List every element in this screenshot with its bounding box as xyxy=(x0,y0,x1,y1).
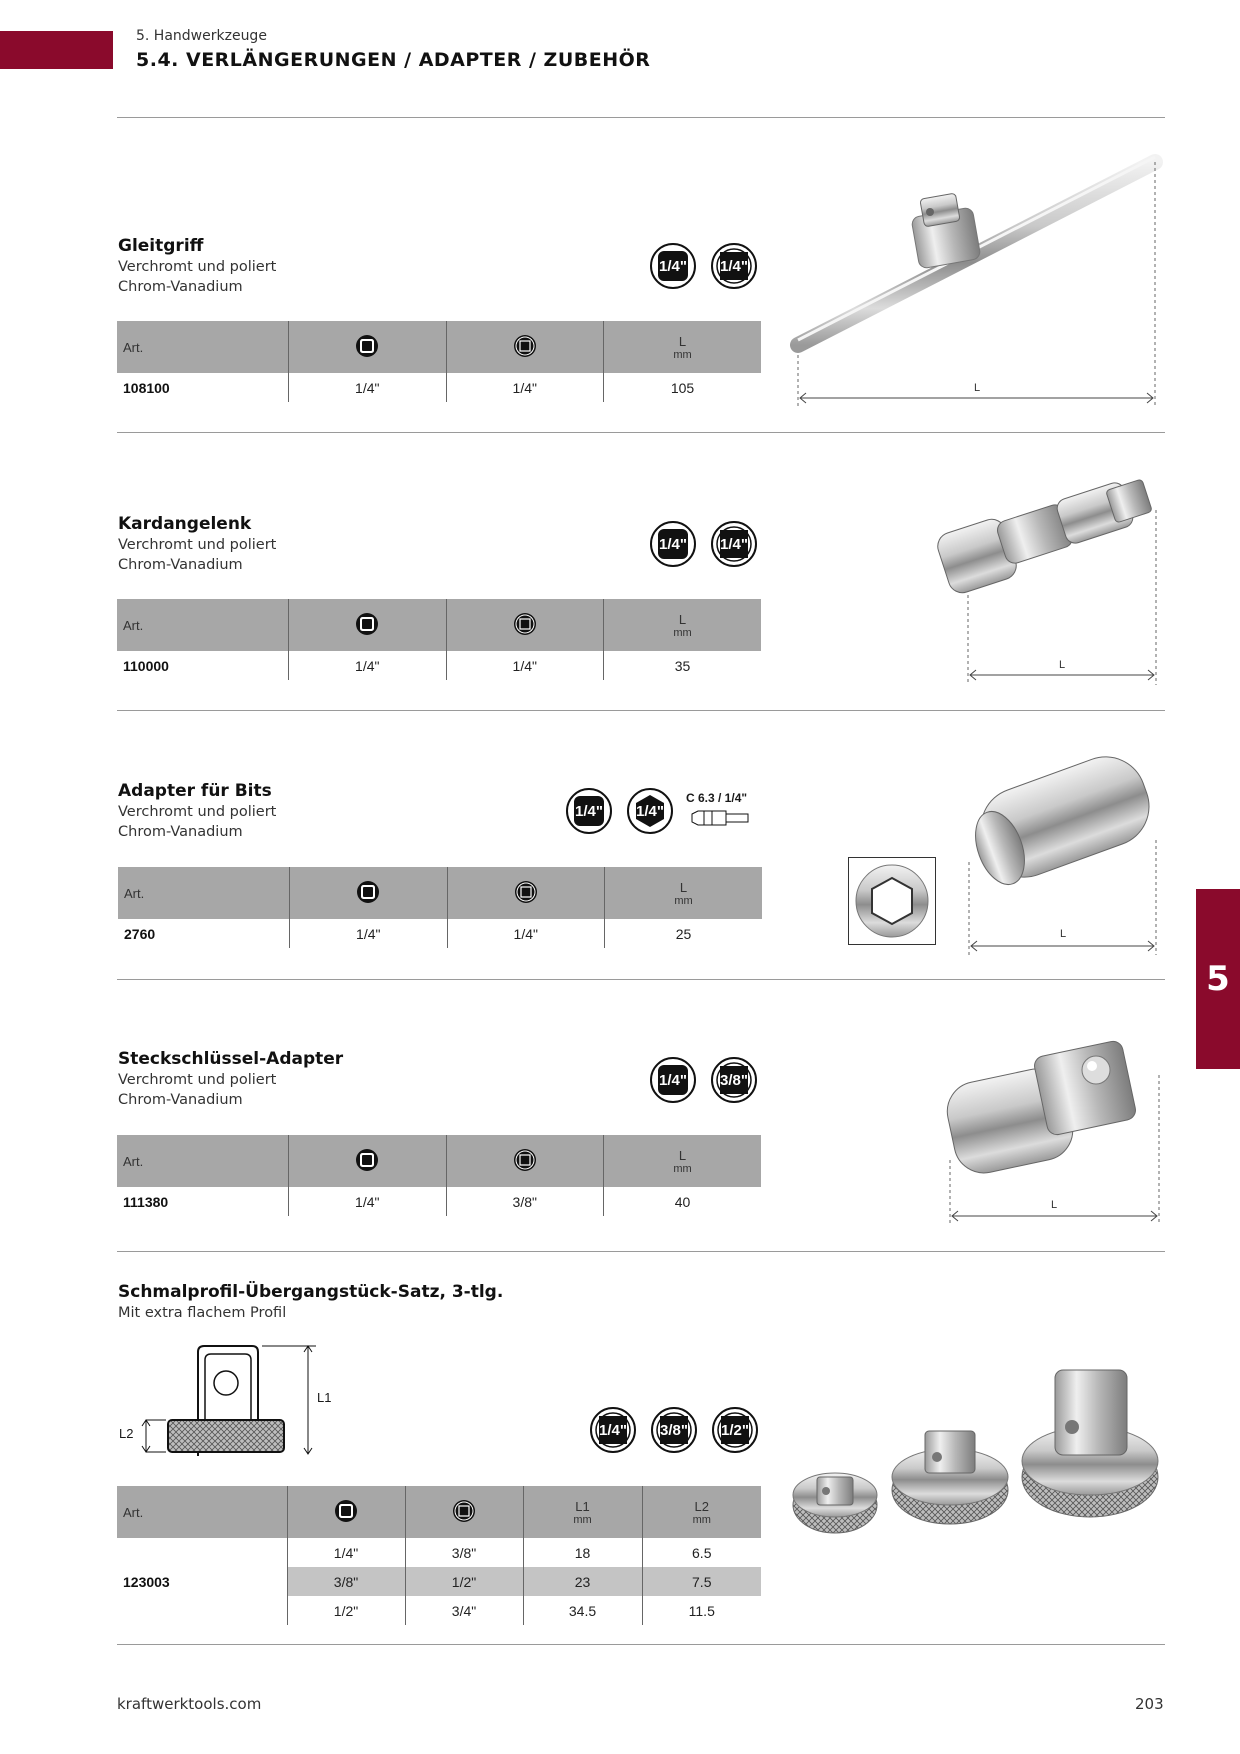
drive-size-badge xyxy=(712,1407,758,1453)
table-row xyxy=(118,919,762,948)
length-value: 105 xyxy=(604,373,762,402)
col-drive-in xyxy=(287,1486,405,1538)
l2-value: 7.5 xyxy=(642,1567,761,1596)
drive-out-value: 1/4" xyxy=(447,919,604,948)
table-header-row xyxy=(118,867,762,919)
badge-label: 1/4" xyxy=(599,1421,627,1439)
l2-value: 11.5 xyxy=(642,1596,761,1625)
square-drive-solid-icon xyxy=(513,612,537,636)
drive-size-badge xyxy=(711,1057,757,1103)
l1-value: 23 xyxy=(523,1567,642,1596)
hex-socket-icon xyxy=(849,858,935,944)
drive-out-value: 3/8" xyxy=(446,1187,603,1216)
badge-label: 1/4" xyxy=(659,257,687,275)
table-header-row xyxy=(117,599,761,651)
page-title: 5.4. VERLÄNGERUNGEN / ADAPTER / ZUBEHÖR xyxy=(136,49,651,71)
table-row xyxy=(117,1538,761,1567)
badge-label: 1/2" xyxy=(721,1421,749,1439)
drive-out-value: 3/4" xyxy=(405,1596,523,1625)
col-art: Art. xyxy=(117,599,289,651)
bit-spec-label: C 6.3 / 1/4" xyxy=(686,791,748,805)
product-finish: Verchromt und poliert xyxy=(118,1072,277,1088)
product-title: Schmalprofil-Übergangstück-Satz, 3-tlg. xyxy=(118,1282,504,1302)
article-number: 111380 xyxy=(123,1193,169,1210)
table-header-row xyxy=(117,1135,761,1187)
table-row xyxy=(117,651,761,680)
dimension-label: L2 xyxy=(119,1426,134,1441)
dimension-label: L xyxy=(1051,1199,1058,1211)
col-length: L mm xyxy=(604,321,762,373)
divider xyxy=(117,979,1165,980)
table-row xyxy=(117,373,761,402)
table-header-row xyxy=(117,1486,761,1538)
chapter-tab[interactable]: 5 xyxy=(1196,889,1240,1069)
drive-size-badge xyxy=(627,788,673,834)
square-drive-solid-icon xyxy=(513,1148,537,1172)
col-length: L mm xyxy=(605,867,763,919)
square-drive-solid-icon xyxy=(452,1499,476,1523)
drive-out-value: 1/4" xyxy=(446,651,603,680)
product-title: Steckschlüssel-Adapter xyxy=(118,1049,344,1069)
bit-icon xyxy=(690,810,754,828)
col-drive-out xyxy=(446,321,603,373)
drive-in-value: 1/4" xyxy=(287,1538,405,1567)
col-art: Art. xyxy=(118,867,290,919)
footer-website[interactable]: kraftwerktools.com xyxy=(117,1695,262,1713)
article-number: 123003 xyxy=(123,1573,170,1590)
square-drive-outline-icon xyxy=(355,334,379,358)
divider xyxy=(117,1251,1165,1252)
col-art: Art. xyxy=(117,1486,287,1538)
badge-label: 1/4" xyxy=(659,1071,687,1089)
sliding-t-handle-image xyxy=(790,150,1170,410)
col-drive-in xyxy=(289,599,446,651)
drive-size-badge xyxy=(566,788,612,834)
product-material: Chrom-Vanadium xyxy=(118,557,243,573)
col-art: Art. xyxy=(117,321,289,373)
square-drive-outline-icon xyxy=(334,1499,358,1523)
drive-size-badge xyxy=(650,521,696,567)
table-row xyxy=(117,1187,761,1216)
drive-size-badge xyxy=(590,1407,636,1453)
col-drive-in xyxy=(289,321,446,373)
product-title: Kardangelenk xyxy=(118,514,252,534)
product-material: Chrom-Vanadium xyxy=(118,279,243,295)
badge-label: 1/4" xyxy=(720,257,748,275)
drive-size-badge xyxy=(650,243,696,289)
dimension-label: L xyxy=(974,382,981,394)
col-drive-out xyxy=(447,867,604,919)
divider xyxy=(117,117,1165,118)
dimension-label: L xyxy=(1060,928,1067,940)
spec-table xyxy=(117,1135,761,1216)
square-drive-solid-icon xyxy=(513,334,537,358)
spec-table xyxy=(118,867,762,948)
badge-label: 3/8" xyxy=(720,1071,748,1089)
drive-size-badge xyxy=(711,243,757,289)
drive-out-value: 1/2" xyxy=(405,1567,523,1596)
product-material: Chrom-Vanadium xyxy=(118,824,243,840)
col-drive-out xyxy=(405,1486,523,1538)
badge-label: 1/4" xyxy=(575,802,603,820)
drive-in-value: 1/4" xyxy=(289,651,446,680)
dimension-label: L1 xyxy=(317,1390,332,1405)
table-header-row xyxy=(117,321,761,373)
product-finish: Verchromt und poliert xyxy=(118,537,277,553)
spec-table xyxy=(117,599,761,680)
drive-in-value: 1/4" xyxy=(289,373,446,402)
set-spec-table xyxy=(117,1486,761,1625)
product-title: Gleitgriff xyxy=(118,236,204,256)
length-value: 35 xyxy=(604,651,762,680)
drive-in-value: 1/4" xyxy=(289,1187,446,1216)
product-title: Adapter für Bits xyxy=(118,781,272,801)
col-drive-in xyxy=(289,1135,446,1187)
brand-bar xyxy=(0,31,113,69)
divider xyxy=(117,1644,1165,1645)
col-drive-out xyxy=(446,1135,603,1187)
drive-in-value: 3/8" xyxy=(287,1567,405,1596)
square-drive-outline-icon xyxy=(355,612,379,636)
universal-joint-image xyxy=(930,470,1170,690)
square-drive-outline-icon xyxy=(356,880,380,904)
drive-in-value: 1/2" xyxy=(287,1596,405,1625)
badge-label: 1/4" xyxy=(636,802,664,820)
divider xyxy=(117,710,1165,711)
col-l2: L2 mm xyxy=(642,1486,761,1538)
l1-value: 34.5 xyxy=(523,1596,642,1625)
col-art: Art. xyxy=(117,1135,289,1187)
product-finish: Verchromt und poliert xyxy=(118,804,277,820)
divider xyxy=(117,432,1165,433)
badge-label: 1/4" xyxy=(720,535,748,553)
chapter-label: 5. Handwerkzeuge xyxy=(136,28,267,44)
square-drive-outline-icon xyxy=(355,1148,379,1172)
badge-label: 3/8" xyxy=(660,1421,688,1439)
badge-label: 1/4" xyxy=(659,535,687,553)
product-material: Chrom-Vanadium xyxy=(118,1092,243,1108)
product-description: Mit extra flachem Profil xyxy=(118,1305,287,1321)
spec-table xyxy=(117,321,761,402)
drive-out-value: 1/4" xyxy=(446,373,603,402)
length-value: 25 xyxy=(605,919,763,948)
col-drive-out xyxy=(446,599,603,651)
l2-value: 6.5 xyxy=(642,1538,761,1567)
article-number: 110000 xyxy=(123,657,169,674)
col-drive-in xyxy=(290,867,447,919)
square-drive-solid-icon xyxy=(514,880,538,904)
drive-out-value: 3/8" xyxy=(405,1538,523,1567)
drive-size-badge xyxy=(650,1057,696,1103)
dimension-label: L xyxy=(1059,659,1066,671)
col-length: L mm xyxy=(604,1135,762,1187)
drive-size-badge xyxy=(651,1407,697,1453)
page-number: 203 xyxy=(1135,1695,1164,1713)
length-value: 40 xyxy=(604,1187,762,1216)
col-length: L mm xyxy=(604,599,762,651)
socket-end-detail xyxy=(848,857,936,945)
profile-dimension-diagram xyxy=(116,1336,336,1461)
article-number: 2760 xyxy=(124,925,156,942)
l1-value: 18 xyxy=(523,1538,642,1567)
drive-size-badge xyxy=(711,521,757,567)
adapter-set-image xyxy=(785,1365,1170,1565)
article-number: 108100 xyxy=(123,379,170,396)
drive-in-value: 1/4" xyxy=(290,919,447,948)
product-finish: Verchromt und poliert xyxy=(118,259,277,275)
col-l1: L1 mm xyxy=(523,1486,642,1538)
